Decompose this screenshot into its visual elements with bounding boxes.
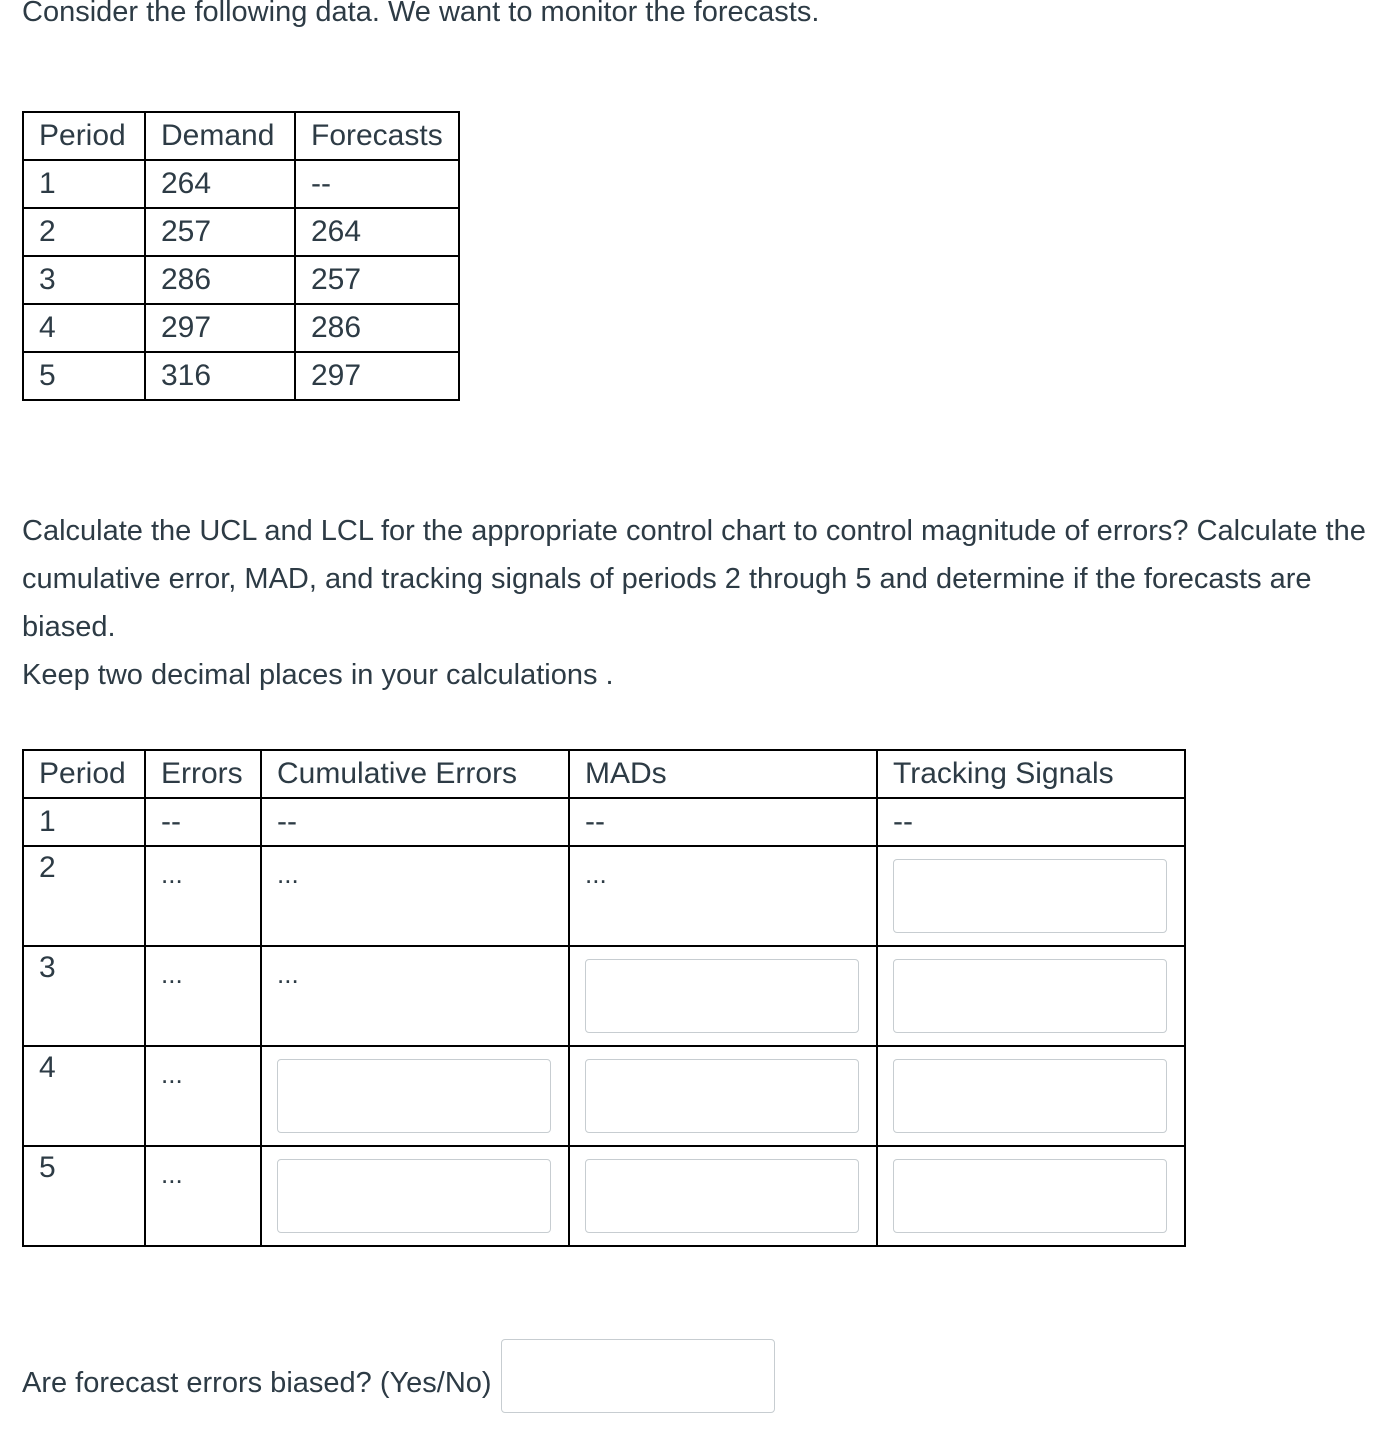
- table-header-row: [23, 112, 459, 160]
- data-table: [22, 111, 460, 401]
- tracking-signal-input-period-3[interactable]: [893, 959, 1167, 1033]
- period-cell: 5: [23, 352, 145, 400]
- mad-input-period-3[interactable]: [585, 959, 859, 1033]
- errors-cell: ...: [161, 1159, 183, 1189]
- table-header-row: [23, 750, 1185, 798]
- period-cell: 2: [23, 208, 145, 256]
- mad-input-period-4[interactable]: [585, 1059, 859, 1133]
- bias-question-row: [22, 1338, 775, 1414]
- bias-answer-input[interactable]: [501, 1339, 775, 1413]
- table-row: [23, 846, 1185, 946]
- tracking-signal-input-period-4[interactable]: [893, 1059, 1167, 1133]
- mad-cell: ...: [585, 859, 607, 889]
- table-row: [23, 946, 1185, 1046]
- period-cell: 4: [23, 304, 145, 352]
- header-errors: Errors: [145, 750, 261, 798]
- header-period: Period: [23, 112, 145, 160]
- answer-table: [22, 749, 1186, 1247]
- mad-cell: --: [569, 798, 877, 846]
- table-row: [23, 304, 459, 352]
- errors-cell: --: [145, 798, 261, 846]
- cumulative-cell: --: [261, 798, 569, 846]
- tracking-signal-input-period-5[interactable]: [893, 1159, 1167, 1233]
- header-mads: MADs: [569, 750, 877, 798]
- demand-cell: 286: [145, 256, 295, 304]
- forecast-cell: 286: [295, 304, 459, 352]
- period-cell: 2: [23, 846, 145, 946]
- errors-cell: ...: [161, 959, 183, 989]
- demand-cell: 297: [145, 304, 295, 352]
- table-row: [23, 352, 459, 400]
- forecast-cell: 264: [295, 208, 459, 256]
- period-cell: 1: [23, 160, 145, 208]
- period-cell: 5: [23, 1146, 145, 1246]
- tracking-cell: --: [877, 798, 1185, 846]
- table-row: [23, 256, 459, 304]
- decimal-note: Keep two decimal places in your calculations .: [22, 659, 614, 691]
- period-cell: 1: [23, 798, 145, 846]
- demand-cell: 316: [145, 352, 295, 400]
- period-cell: 3: [23, 256, 145, 304]
- cumulative-cell: ...: [277, 959, 299, 989]
- period-cell: 4: [23, 1046, 145, 1146]
- table-row: [23, 798, 1185, 846]
- demand-cell: 257: [145, 208, 295, 256]
- errors-cell: ...: [161, 1059, 183, 1089]
- mad-input-period-5[interactable]: [585, 1159, 859, 1233]
- header-period: Period: [23, 750, 145, 798]
- intro-text: Consider the following data. We want to monitor the forecasts.: [22, 0, 820, 28]
- header-tracking-signals: Tracking Signals: [877, 750, 1185, 798]
- cumulative-error-input-period-5[interactable]: [277, 1159, 551, 1233]
- errors-cell: ...: [161, 859, 183, 889]
- header-cumulative-errors: Cumulative Errors: [261, 750, 569, 798]
- forecast-cell: 297: [295, 352, 459, 400]
- instructions: [22, 507, 1372, 699]
- header-demand: Demand: [145, 112, 295, 160]
- cumulative-error-input-period-4[interactable]: [277, 1059, 551, 1133]
- header-forecasts: Forecasts: [295, 112, 459, 160]
- instructions-text: Calculate the UCL and LCL for the appropriate control chart to control magnitude of errors? Calculate the cumulative error, MAD, and tracking signals of periods 2 through 5 and determine if the forecasts are biased.: [22, 515, 1366, 643]
- tracking-signal-input-period-2[interactable]: [893, 859, 1167, 933]
- table-row: [23, 160, 459, 208]
- demand-cell: 264: [145, 160, 295, 208]
- forecast-cell: 257: [295, 256, 459, 304]
- table-row: [23, 1046, 1185, 1146]
- table-row: [23, 1146, 1185, 1246]
- cumulative-cell: ...: [277, 859, 299, 889]
- table-row: [23, 208, 459, 256]
- bias-question-label: Are forecast errors biased? (Yes/No): [22, 1366, 492, 1399]
- forecast-cell: --: [295, 160, 459, 208]
- period-cell: 3: [23, 946, 145, 1046]
